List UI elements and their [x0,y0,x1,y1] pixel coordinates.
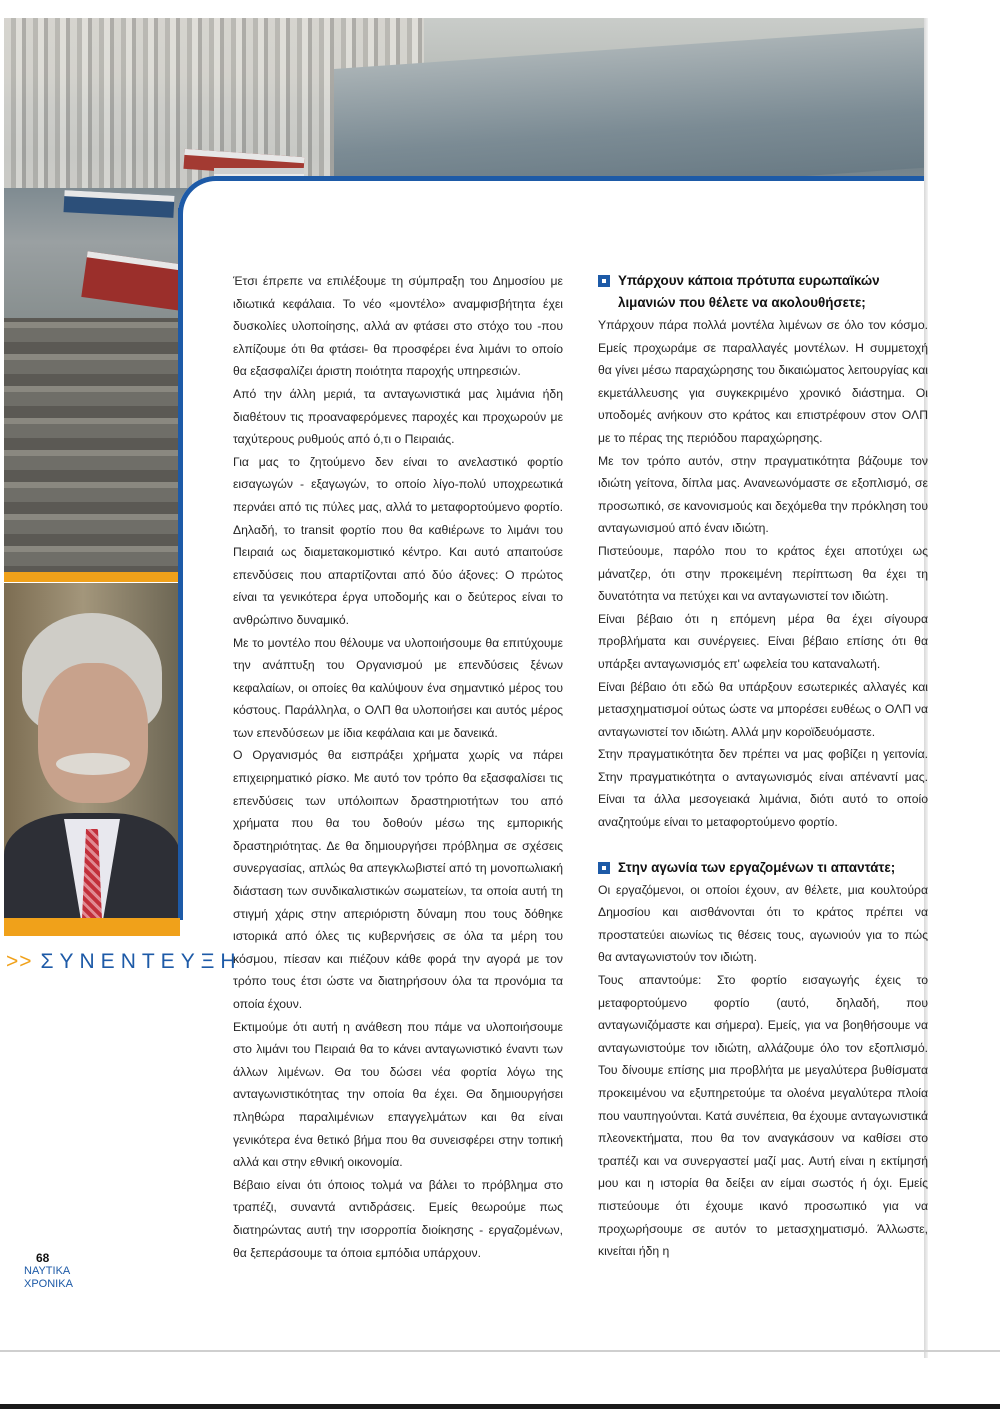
question-bullet-icon [598,275,610,287]
blue-frame-top [232,176,924,181]
paragraph: Οι εργαζόμενοι, οι οποίοι έχουν, αν θέλετε, μια κουλτούρα Δημοσίου και αισθάνονται ότι το κράτος πρέπει να προστατεύει αιωνίως τις θέσεις τους, αγωνιούν για το πώς θα ανταγωνιστούν τον ιδιώτη. [598,882,928,965]
question-bullet-icon [598,862,610,874]
page-number: 68 [36,1251,50,1265]
folio [24,1252,73,1291]
magazine-name-line2: ΧΡΟΝΙΚΑ [24,1278,73,1290]
paragraph: Έτσι έπρεπε να επιλέξουμε τη σύμπραξη του Δημοσίου με ιδιωτικά κεφάλαια. Το νέο «μοντέλο» αναμφισβήτητα έχει δυσκολίες υλοποίησης, αλλά αν φτάσει στο στόχο του -που ελπίζουμε ότι θα φτάσει- θα προσφέρει ένα λιμάνι το οποίο θα εξασφαλίζει άριστη ποιότητα παροχής υπηρεσιών. [233,274,563,379]
question-text: Υπάρχουν κάποια πρότυπα ευρωπαϊκών λιμανιών που θέλετε να ακολουθήσετε; [618,273,880,310]
paragraph: Εκτιμούμε ότι αυτή η ανάθεση που πάμε να υλοποιήσουμε στο λιμάνι του Πειραιά θα το κάνει ανταγωνιστικό έναντι των άλλων λιμένων. Θα του δώσει νέα φορτία λόγω της ανταγωνιστικότητας την οποία θα έχει. Θα δημιουργήσει πληθώρα παραλιμένιων επαγγελμάτων και θα είναι γενικότερα ένα θετικό βήμα που θα συνεισφέρει στην τοπική αλλά και στην εθνική οικονομία. [233,1019,563,1170]
section-title: ΣΥΝΕΝΤΕΥΞΗ [40,950,242,973]
section-label [6,950,242,974]
scan-edge-line [0,1350,1000,1352]
paragraph: Τους απαντούμε: Στο φορτίο εισαγωγής έχεις το μεταφορτούμενο φορτίο (αυτό, δηλαδή, που ανταγωνιζόμαστε και σήμερα). Εμείς, για να βοηθήσουμε να ανταγωνιστούμε τον ιδιώτη, αλλάζουμε όλο τον εξοπλισμό. Του δίνουμε επίσης μια προβλήτα με μεγαλύτερα βυθίσματα προκειμένου να εξυπηρετούμε τα ολοένα μεγαλύτερα πλοία που ναυπηγούνται. Κατά συνέπεια, θα έχουμε ανταγωνιστικά πλεονεκτήματα, που θα τον αναγκάσουν να καθίσει στο τραπέζι και να συνεργαστεί μαζί μας. Αυτή είναι η εκτίμησή μου και η ιστορία θα δείξει αν είμαι σωστός ή όχι. Εμείς πιστεύουμε ότι έχουμε ικανό προσωπικό για να προχωρήσουμε σε αυτόν το μετασχηματισμό. Άλλωστε, κινείται ήδη η [598,973,928,1259]
section-arrows: >> [6,950,33,973]
blue-frame-left [178,208,183,920]
paragraph: Βέβαιο είναι ότι όποιος τολμά να βάλει το πρόβλημα στο τραπέζι, συναντά αντιδράσεις. Εμείς θεωρούμε πως διατηρώντας αυτή την ισορροπία διοίκησης - εργαζομένων, θα ξεπεράσουμε τα όποια εμπόδια υπάρχουν. [233,1177,563,1260]
paragraph: Είναι βέβαιο ότι εδώ θα υπάρξουν εσωτερικές αλλαγές και μετασχηματισμοί ούτως ώστε να μπορέσει ευθέως ο ΟΛΠ να ανταγωνιστεί τον ιδιώτη. Αλλά μην κοροϊδευόμαστε. [598,679,928,739]
ship-2 [63,190,174,218]
paragraph: Είναι βέβαιο ότι η επόμενη μέρα θα έχει σίγουρα προβλήματα και συνέργειες. Είναι βέβαιο επίσης ότι θα υπάρξει ανταγωνισμός επ' ωφελεία του καταναλωτή. [598,611,928,671]
article-column-right [598,270,928,1263]
interviewee-portrait [4,583,180,918]
question-text: Στην αγωνία των εργαζομένων τι απαντάτε; [618,859,896,875]
scan-bottom-bar [0,1404,1000,1409]
shipyard [4,318,184,578]
paragraph: Για μας το ζητούμενο δεν είναι το ανελαστικό φορτίο εισαγωγών - εξαγωγών, το οποίο λίγο-πολύ υποχρεωτικά περνάει από τις πύλες μας, αλλά το μεταφορτούμενο φορτίο. Δηλαδή, το transit φορτίο που θα καθιέρωνε το λιμάνι του Πειραιά ως διαμετακομιστικό κέντρο. Και αυτό απαιτούσε επενδύσεις που απαρτίζονται από δύο άξονες: Ο πρώτος είναι τα γενικότερα έργα υποδομής και ο δεύτερος είναι το ανθρώπινο δυναμικό. [233,454,563,627]
interview-question [598,857,928,879]
magazine-name-line1: ΝΑΥΤΙΚΑ [24,1265,71,1277]
mustache [56,753,130,775]
interview-question [598,270,928,314]
paragraph: Στην πραγματικότητα δεν πρέπει να μας φοβίζει η γειτονία. Στην πραγματικότητα ο ανταγωνισμός είναι απέναντί μας. Είναι τα άλλα μεσογειακά λιμάνια, διότι αυτό το οποίο αναζητούμε είναι το μεταφορτούμενο φορτίο. [598,747,928,830]
paragraph: Με το μοντέλο που θέλουμε να υλοποιήσουμε θα επιτύχουμε την ανάπτυξη του Οργανισμού με επενδύσεις ξένων κεφαλαίων, οι οποίες θα καλύψουν ένα σημαντικό μέρος του κόστους. Παράλληλα, ο ΟΛΠ θα υλοποιήσει και αυτός μέρος των επενδύσεων με ίδια κεφάλαια και με δανεικά. [233,635,563,740]
orange-accent-bar [4,918,180,936]
paragraph: Με τον τρόπο αυτόν, στην πραγματικότητα βάζουμε τον ιδιώτη γείτονα, δίπλα μας. Ανανεωνόμαστε σε εξοπλισμό, σε προσωπικό, σε κανονισμούς και δεχόμεθα την πρόκληση του ανταγωνισμού από έναν ιδιώτη. [598,453,928,536]
article-column-left [233,270,563,1264]
paragraph: Πιστεύουμε, παρόλο που το κράτος έχει αποτύχει ως μάνατζερ, ότι στην προκειμένη περίπτωση θα έχει τη δυνατότητα να πετύχει και να ανταγωνιστεί τον ιδιώτη. [598,543,928,604]
paragraph: Υπάρχουν πάρα πολλά μοντέλα λιμένων σε όλο τον κόσμο. Εμείς προχωράμε σε παραλλαγές μοντέλων. Η συμμετοχή θα γίνει μέσω παραχώρησης του δικαιώματος λειτουργίας και εκμετάλλευσης για συγκεκριμένο χρονικό διάστημα. Οι υποδομές ανήκουν στο κράτος και επιστρέφουν στον ΟΛΠ με το πέρας της περιόδου παραχώρησης. [598,318,928,445]
paragraph: Από την άλλη μεριά, τα ανταγωνιστικά μας λιμάνια ήδη διαθέτουν τις προαναφερόμενες παροχές και προχωρούν με ταχύτερους ρυθμούς από ό,τι ο Πειραιάς. [233,386,563,447]
orange-divider [4,572,180,582]
face [38,663,148,803]
paragraph: Ο Οργανισμός θα εισπράξει χρήματα χωρίς να πάρει επιχειρηματικό ρίσκο. Με αυτό τον τρόπο θα εξασφαλίσει τις επενδύσεις των υπόλοιπων δραστηριοτήτων του από χρήματα που θα του δοθούν μέσω της εμπορικής δραστηριότητας. Δε θα δημιουργήσει πρόβλημα σε σχέσεις συνεργασίας, απλώς θα απεγκλωβιστεί από τη μονοπωλιακή διάσταση των συνδικαλιστικών σωματείων, τα οποία αυτή τη στιγμή χάρις στην απεριόριστη δύναμη που τους δόθηκε ιστορικά από όλες τις κυβερνήσεις σε όλα τα μέρη του κόσμου, πίεσαν και πιέζουν κάθε φορά την αγορά με τον τρόπο τους έτσι ώστε να διατηρήσουν όλα τα προνόμια τα οποία έχουν. [233,748,563,1011]
ship-3 [81,251,186,310]
